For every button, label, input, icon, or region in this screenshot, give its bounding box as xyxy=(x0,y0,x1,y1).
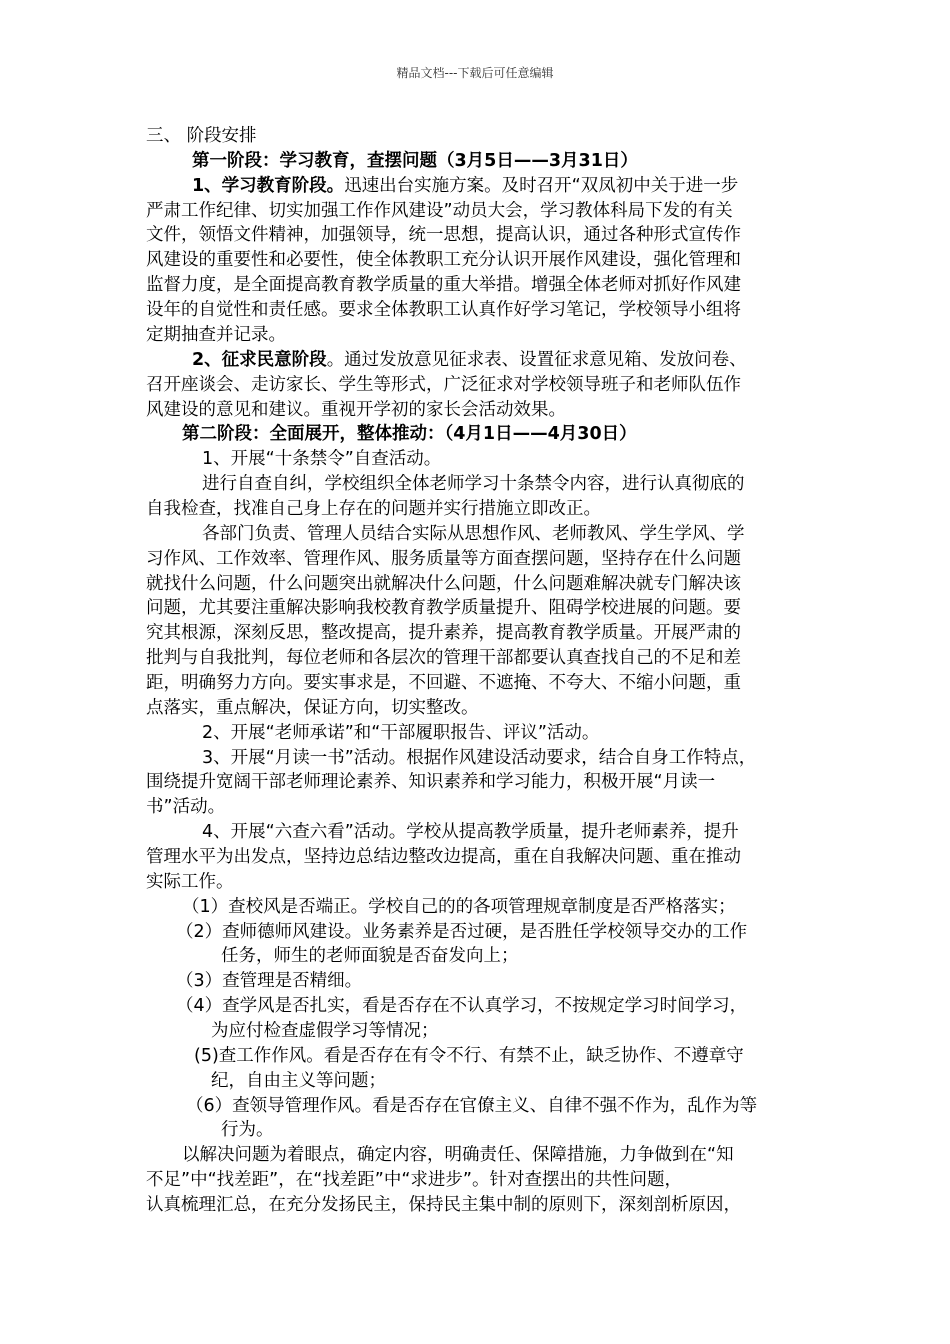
text-run: 行为。 xyxy=(221,1120,274,1141)
bold-run: 2、征求民意阶段 xyxy=(192,349,327,370)
text-run: 围绕提升宽阔干部老师理论素养、知识素养和学习能力，积极开展“月读一 xyxy=(146,772,716,793)
bold-run: 第二阶段：全面展开，整体推动：（4月1日——4月30日） xyxy=(182,424,637,445)
text-line xyxy=(146,1193,826,1217)
text-line xyxy=(146,621,826,645)
text-run: 认真梳理汇总，在充分发扬民主，保持民主集中制的原则下，深刻剖析原因， xyxy=(146,1195,741,1215)
text-run: （6）查领导管理作风。看是否存在官僚主义、自律不强不作为，乱作为等 xyxy=(186,1095,758,1116)
text-line xyxy=(146,1168,826,1192)
text-line xyxy=(146,721,882,745)
text-line xyxy=(146,795,826,819)
text-run: 问题，尤其要注重解决影响我校教育教学质量提升、阻碍学校进展的问题。要 xyxy=(146,598,741,619)
text-line xyxy=(146,248,826,272)
text-run: 自我检查，找准自己身上存在的问题并实行措施立即改正。 xyxy=(146,498,601,519)
text-line xyxy=(146,398,826,422)
text-line xyxy=(146,944,901,968)
text-line xyxy=(146,820,882,844)
text-line xyxy=(146,746,882,770)
text-run: （4）查学风是否扎实，看是否存在不认真学习，不按规定学习时间学习， xyxy=(176,996,748,1017)
text-run: 风建设的重要性和必要性，使全体教职工充分认识开展作风建设，强化管理和 xyxy=(146,250,741,271)
text-run: 2、开展“老师承诺”和“干部履职报告、评议”活动。 xyxy=(202,722,600,743)
text-run: 设年的自觉性和责任感。要求全体教职工认真作好学习笔记，学校领导小组将 xyxy=(146,300,741,320)
text-run: (5)查工作作风。看是否存在有令不行、有禁不止，缺乏协作、不遵章守 xyxy=(194,1045,744,1066)
text-line xyxy=(146,870,826,894)
text-line xyxy=(146,273,826,297)
text-run: 距，明确努力方向。要实事求是，不回避、不遮掩、不夸大、不缩小问题，重 xyxy=(146,672,741,693)
text-run: 三、 阶段安排 xyxy=(146,126,257,146)
text-run: 4、开展“六查六看”活动。学校从提高教学质量，提升老师素养，提升 xyxy=(202,822,739,843)
text-line xyxy=(146,149,872,173)
text-line xyxy=(146,348,872,372)
text-run: 召开座谈会、走访家长、学生等形式，广泛征求对学校领导班子和老师队伍作 xyxy=(146,374,741,395)
text-line xyxy=(146,522,882,546)
text-run: （3）查管理是否精细。 xyxy=(176,971,363,992)
text-run: 以解决问题为着眼点，确定内容，明确责任、保障措施，力争做到在“知 xyxy=(182,1145,734,1166)
text-run: 书”活动。 xyxy=(146,797,226,818)
text-run: 批判与自我批判，每位老师和各层次的管理干部都要认真查找自己的不足和差 xyxy=(146,648,741,669)
text-line xyxy=(146,547,826,571)
text-line xyxy=(146,1069,891,1093)
text-line xyxy=(146,174,872,198)
text-line xyxy=(146,969,856,993)
text-line xyxy=(146,845,826,869)
text-line xyxy=(146,596,826,620)
text-line xyxy=(146,646,826,670)
text-line xyxy=(146,298,826,322)
text-run: 。通过发放意见征求表、设置征求意见箱、发放问卷、 xyxy=(326,349,747,370)
text-line xyxy=(146,323,826,347)
text-run: 点落实，重点解决，保证方向，切实整改。 xyxy=(146,697,479,718)
text-run: 不足”中“找差距”，在“找差距”中“求进步”。针对查摆出的共性问题， xyxy=(146,1170,682,1191)
text-line xyxy=(146,895,862,919)
text-line xyxy=(146,373,826,397)
text-line xyxy=(146,1118,901,1142)
text-line xyxy=(146,1143,862,1167)
text-run: 进行自查自纠，学校组织全体老师学习十条禁令内容，进行认真彻底的 xyxy=(202,474,745,494)
text-run: 任务，师生的老师面貌是否奋发向上； xyxy=(221,946,519,967)
text-run: 风建设的意见和建议。重视开学初的家长会活动效果。 xyxy=(146,399,566,420)
text-line xyxy=(146,497,826,521)
text-run: （1）查校风是否端正。学校自己的的各项管理规章制度是否严格落实； xyxy=(182,896,736,917)
text-line xyxy=(146,199,826,223)
text-line xyxy=(146,1044,874,1068)
text-run: 文件，领悟文件精神，加强领导，统一思想，提高认识，通过各种形式宣传作 xyxy=(146,225,741,246)
text-line xyxy=(146,572,826,596)
text-line xyxy=(146,422,862,446)
text-line xyxy=(146,1094,866,1118)
text-run: 就找什么问题，什么问题突出就解决什么问题，什么问题难解决就专门解决该 xyxy=(146,573,741,594)
text-run: 为应付检查虚假学习等情况； xyxy=(211,1021,439,1041)
text-run: 管理水平为出发点，坚持边总结边整改边提高，重在自我解决问题、重在推动 xyxy=(146,846,741,867)
text-run: 监督力度，是全面提高教育教学质量的重大举措。增强全体老师对抓好作风建 xyxy=(146,275,741,296)
text-line xyxy=(146,994,856,1018)
text-line xyxy=(146,671,826,695)
text-line xyxy=(146,447,882,471)
text-run: 习作风、工作效率、管理作风、服务质量等方面查摆问题，坚持存在什么问题 xyxy=(146,548,741,569)
text-run: （2）查师德师风建设。业务素养是否过硬，是否胜任学校领导交办的工作 xyxy=(176,921,748,942)
bold-run: 1、学习教育阶段。 xyxy=(192,175,345,196)
text-line xyxy=(146,770,826,794)
text-line xyxy=(146,920,856,944)
text-run: 实际工作。 xyxy=(146,871,234,892)
text-line xyxy=(146,696,826,720)
text-line xyxy=(146,472,882,496)
text-run: 究其根源，深刻反思，整改提高，提升素养，提高教育教学质量。开展严肃的 xyxy=(146,623,741,644)
text-line xyxy=(146,223,826,247)
text-run: 严肃工作纪律、切实加强工作作风建设”动员大会，学习教体科局下发的有关 xyxy=(146,200,733,221)
text-run: 3、开展“月读一书”活动。根据作风建设活动要求，结合自身工作特点， xyxy=(202,747,757,768)
text-run: 定期抽查并记录。 xyxy=(146,324,286,345)
text-run: 1、开展“十条禁令”自查活动。 xyxy=(202,449,442,470)
text-run: 纪，自由主义等问题； xyxy=(211,1070,386,1091)
text-line xyxy=(146,124,826,148)
text-line xyxy=(146,1019,891,1043)
text-run: 迅速出台实施方案。及时召开“双凤初中关于进一步 xyxy=(344,175,739,196)
bold-run: 第一阶段：学习教育，查摆问题（3月5日——3月31日） xyxy=(192,150,638,171)
text-run: 各部门负责、管理人员结合实际从思想作风、老师教风、学生学风、学 xyxy=(202,523,745,544)
page-header: 精品文档---下载后可任意编辑 xyxy=(396,66,554,80)
